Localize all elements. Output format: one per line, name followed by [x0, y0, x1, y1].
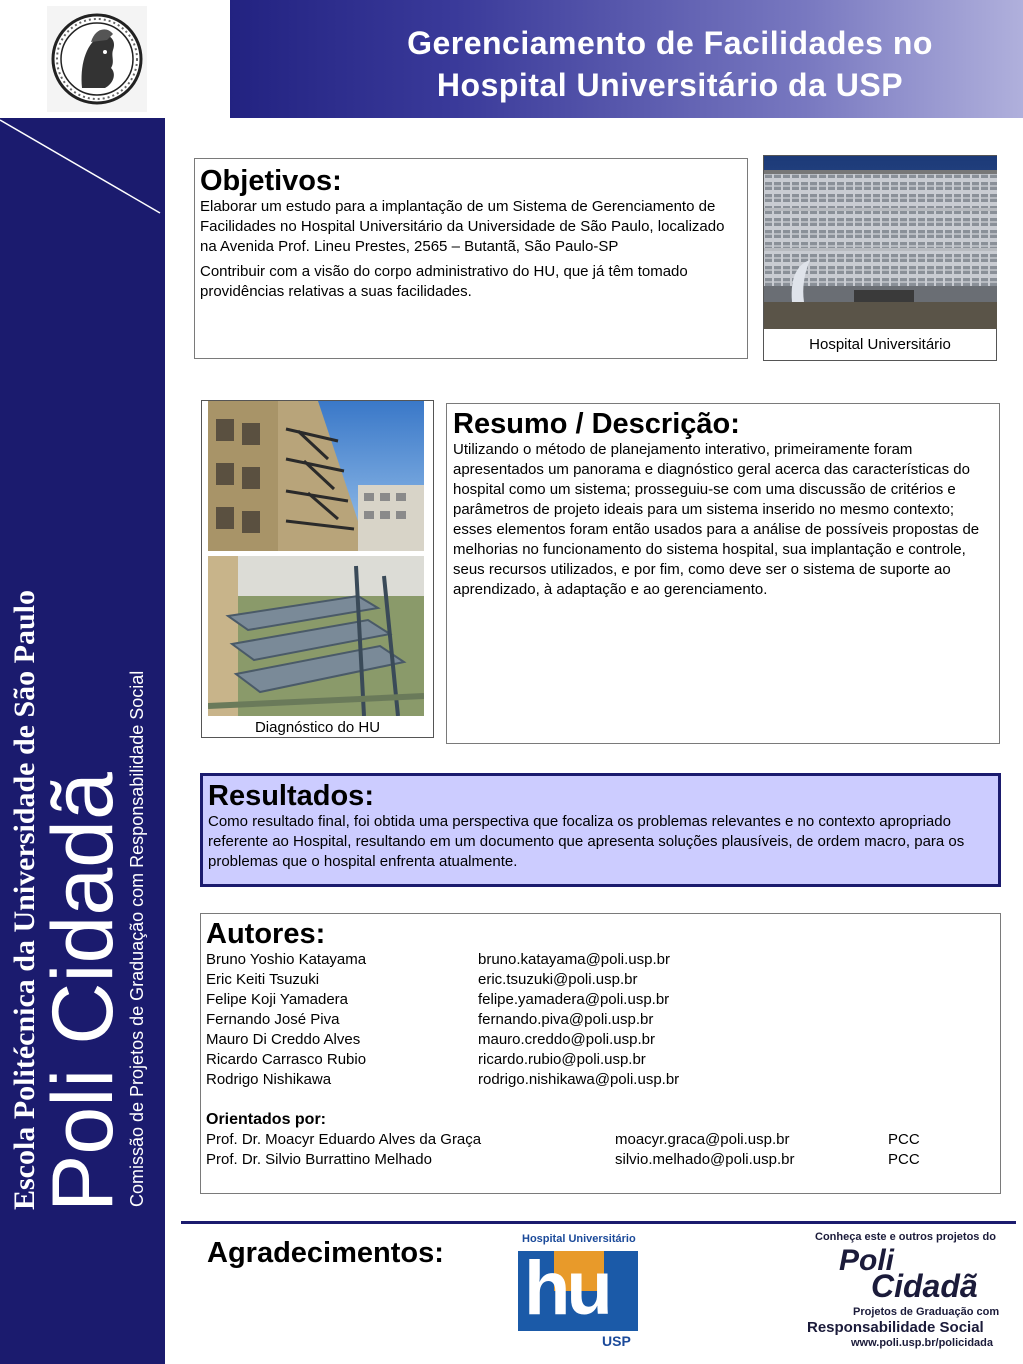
poster-title [320, 22, 1020, 106]
summary-heading: Resumo / Descrição: [453, 408, 740, 440]
author-row [206, 1030, 996, 1050]
author-email: ricardo.rubio@poli.usp.br [478, 1051, 646, 1068]
fire-escape-image [208, 401, 424, 551]
advisor-row [206, 1150, 996, 1170]
author-row [206, 1070, 996, 1090]
stairs-image [208, 556, 424, 716]
author-row [206, 970, 996, 990]
author-name: Bruno Yoshio Katayama [206, 951, 367, 968]
advisor-department: PCC [888, 1131, 920, 1148]
objectives-panel [194, 158, 748, 359]
advisor-name: Prof. Dr. Moacyr Eduardo Alves da Graça [206, 1131, 482, 1148]
summary-panel [446, 403, 1000, 744]
author-email: mauro.creddo@poli.usp.br [478, 1031, 655, 1048]
poli-logo-word1: Poli [839, 1244, 895, 1277]
hospital-building-image [764, 156, 997, 329]
author-name: Eric Keiti Tsuzuki [206, 971, 320, 988]
hospital-photo-frame [763, 155, 997, 361]
objectives-paragraph-2: Contribuir com a visão do corpo administrativo do HU, que já têm tomado providências relativas a suas facilidades. [200, 263, 688, 300]
advisor-row [206, 1130, 996, 1150]
footer-divider [181, 1221, 1016, 1224]
sidebar-sweep-decoration [0, 118, 200, 228]
poster-title-line2: Hospital Universitário da USP [436, 67, 904, 103]
diagnosis-photo-caption: Diagnóstico do HU [254, 719, 381, 736]
author-name: Ricardo Carrasco Rubio [206, 1051, 367, 1068]
program-name: Poli Cidadã [35, 772, 131, 1212]
author-row [206, 990, 996, 1010]
hu-logo-top-text: Hospital Universitário [522, 1233, 636, 1245]
commission-name: Comissão de Projetos de Graduação com Responsabilidade Social [127, 670, 147, 1207]
objectives-heading: Objetivos: [200, 165, 342, 197]
poli-logo-sub2: Responsabilidade Social [807, 1319, 984, 1336]
authors-heading: Autores: [206, 918, 326, 950]
poli-cidada-logo [795, 1229, 1017, 1355]
results-panel [200, 773, 1001, 887]
hu-logo [516, 1233, 640, 1351]
usp-seal-icon [47, 6, 147, 112]
authors-panel [200, 913, 1001, 1194]
acknowledgements-heading: Agradecimentos: [207, 1237, 444, 1269]
poster-title-line1: Gerenciamento de Facilidades no [407, 25, 933, 61]
author-email: fernando.piva@poli.usp.br [478, 1011, 654, 1028]
school-name: Escola Politécnica da Universidade de São Paulo [8, 589, 41, 1210]
results-heading: Resultados: [208, 780, 374, 812]
author-row [206, 1010, 996, 1030]
author-email: eric.tsuzuki@poli.usp.br [478, 971, 638, 988]
poli-logo-tagline: Conheça este e outros projetos do [815, 1231, 996, 1243]
poli-logo-word2: Cidadã [871, 1268, 978, 1304]
poli-logo-url: www.poli.usp.br/policidada [851, 1337, 993, 1349]
advisor-email: moacyr.graca@poli.usp.br [615, 1131, 790, 1148]
results-text: Como resultado final, foi obtida uma perspectiva que focaliza os problemas relevantes e no contexto apropriado referente ao Hospital, resultando em um documento que apresenta soluções plausíveis, de ordem macro, para os problemas que o hospital enfrenta atualmente. [208, 813, 965, 870]
author-email: felipe.yamadera@poli.usp.br [478, 991, 670, 1008]
advisor-department: PCC [888, 1151, 920, 1168]
advisor-name: Prof. Dr. Silvio Burrattino Melhado [206, 1151, 432, 1168]
author-email: bruno.katayama@poli.usp.br [478, 951, 670, 968]
hospital-photo-caption: Hospital Universitário [809, 336, 951, 353]
author-row [206, 1050, 996, 1070]
objectives-paragraph-1: Elaborar um estudo para a implantação de um Sistema de Gerenciamento de Facilidades no Hospital Universitário da Universidade de São Paulo, localizado na Avenida Prof. Lineu Prestes, 2565 – Butantã, São Paulo-SP [200, 198, 725, 255]
author-email: rodrigo.nishikawa@poli.usp.br [478, 1071, 680, 1088]
advisor-email: silvio.melhado@poli.usp.br [615, 1151, 795, 1168]
summary-text: Utilizando o método de planejamento interativo, primeiramente foram apresentados um panorama e diagnóstico geral acerca das características do hospital como um sistema; prosseguiu-se com uma discussão de critérios e parâmetros de projeto ideais para um sistema inserido no mesmo contexto; esses elementos foram então usados para a análise de possíveis propostas de melhorias no funcionamento do sistema hospital, sua implantação e controle, seus recursos utilizados, e por fim, como deve ser o sistema de suporte ao aprendizado, à adaptação e ao gerenciamento. [453, 441, 980, 598]
advisors-heading: Orientados por: [206, 1111, 327, 1128]
author-name: Mauro Di Creddo Alves [206, 1031, 361, 1048]
author-name: Felipe Koji Yamadera [206, 991, 349, 1008]
hu-logo-bottom-text: USP [602, 1333, 631, 1349]
author-row [206, 950, 996, 970]
author-name: Fernando José Piva [206, 1011, 340, 1028]
diagnosis-photo-frame [201, 400, 434, 738]
poli-logo-sub1: Projetos de Graduação com [853, 1306, 1000, 1318]
hu-logo-mark: hu [524, 1246, 609, 1331]
author-name: Rodrigo Nishikawa [206, 1071, 332, 1088]
